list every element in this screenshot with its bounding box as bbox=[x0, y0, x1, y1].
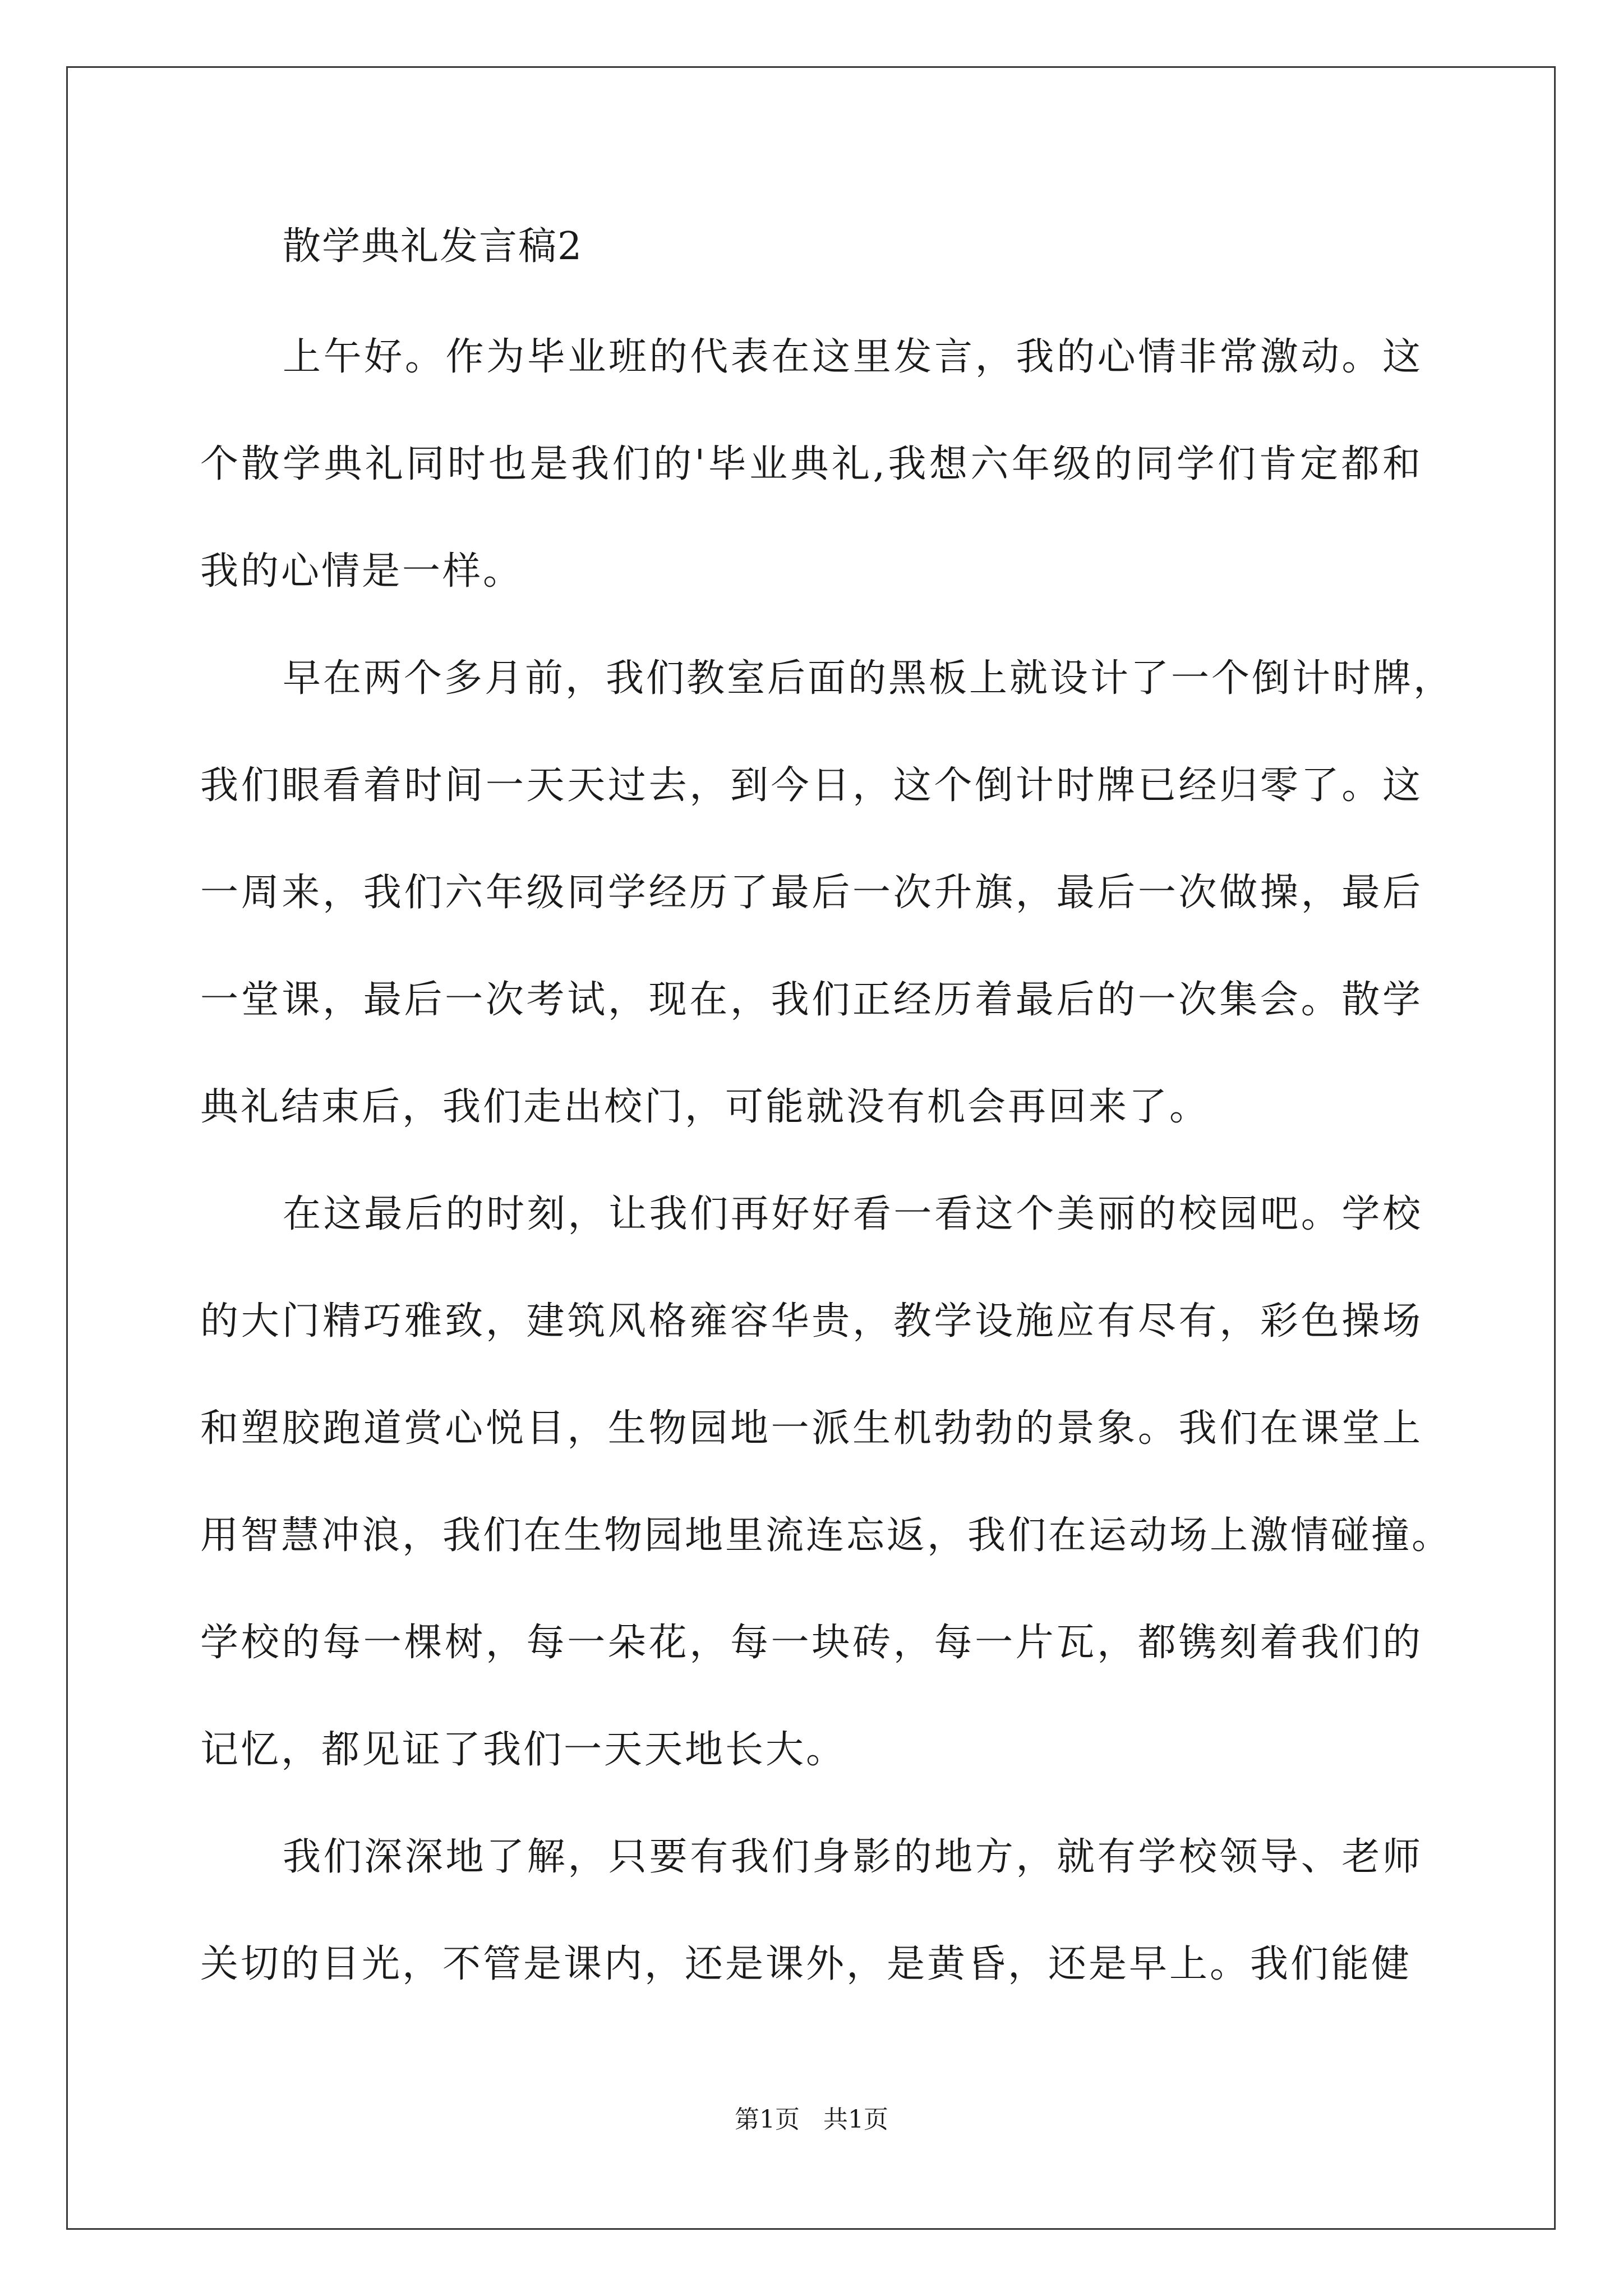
page-number: 第1页 bbox=[735, 2105, 800, 2134]
paragraph-line: 和塑胶跑道赏心悦目，生物园地一派生机勃勃的景象。我们在课堂上 bbox=[200, 1406, 1423, 1451]
paragraph-line: 上午好。作为毕业班的代表在这里发言，我的心情非常激动。这 bbox=[283, 335, 1423, 379]
paragraph-line: 用智慧冲浪，我们在生物园地里流连忘返，我们在运动场上激情碰撞。 bbox=[200, 1513, 1453, 1558]
paragraph-line: 典礼结束后，我们走出校门，可能就没有机会再回来了。 bbox=[200, 1085, 1210, 1129]
paragraph-line: 我们深深地了解，只要有我们身影的地方，就有学校领导、老师 bbox=[283, 1835, 1423, 1879]
paragraph-line: 我的心情是一样。 bbox=[200, 549, 524, 593]
paragraph-line: 在这最后的时刻，让我们再好好看一看这个美丽的校园吧。学校 bbox=[283, 1192, 1423, 1236]
paragraph-line: 学校的每一棵树，每一朵花，每一块砖，每一片瓦，都镌刻着我们的 bbox=[200, 1621, 1423, 1665]
paragraph-line: 一堂课，最后一次考试，现在，我们正经历着最后的一次集会。散学 bbox=[200, 978, 1423, 1022]
paragraph-line: 我们眼看着时间一天天过去，到今日，这个倒计时牌已经归零了。这 bbox=[200, 763, 1423, 808]
paragraphs-container bbox=[200, 326, 1454, 1987]
paragraph-line: 关切的目光，不管是课内，还是课外，是黄昏，还是早上。我们能健 bbox=[200, 1942, 1412, 1986]
page-footer bbox=[0, 2099, 1623, 2135]
document-body bbox=[200, 219, 1454, 2041]
paragraph-line: 的大门精巧雅致，建筑风格雍容华贵，教学设施应有尽有，彩色操场 bbox=[200, 1299, 1423, 1343]
paragraph-line: 一周来，我们六年级同学经历了最后一次升旗，最后一次做操，最后 bbox=[200, 871, 1423, 915]
paragraph-line: 早在两个多月前，我们教室后面的黑板上就设计了一个倒计时牌， bbox=[283, 656, 1454, 701]
paragraph-line: 记忆，都见证了我们一天天地长大。 bbox=[200, 1728, 847, 1772]
paragraph-line: 个散学典礼同时也是我们的'毕业典礼,我想六年级的同学们肯定都和 bbox=[200, 442, 1423, 486]
document-title: 散学典礼发言稿2 bbox=[283, 224, 583, 269]
page-total: 共1页 bbox=[823, 2105, 888, 2134]
